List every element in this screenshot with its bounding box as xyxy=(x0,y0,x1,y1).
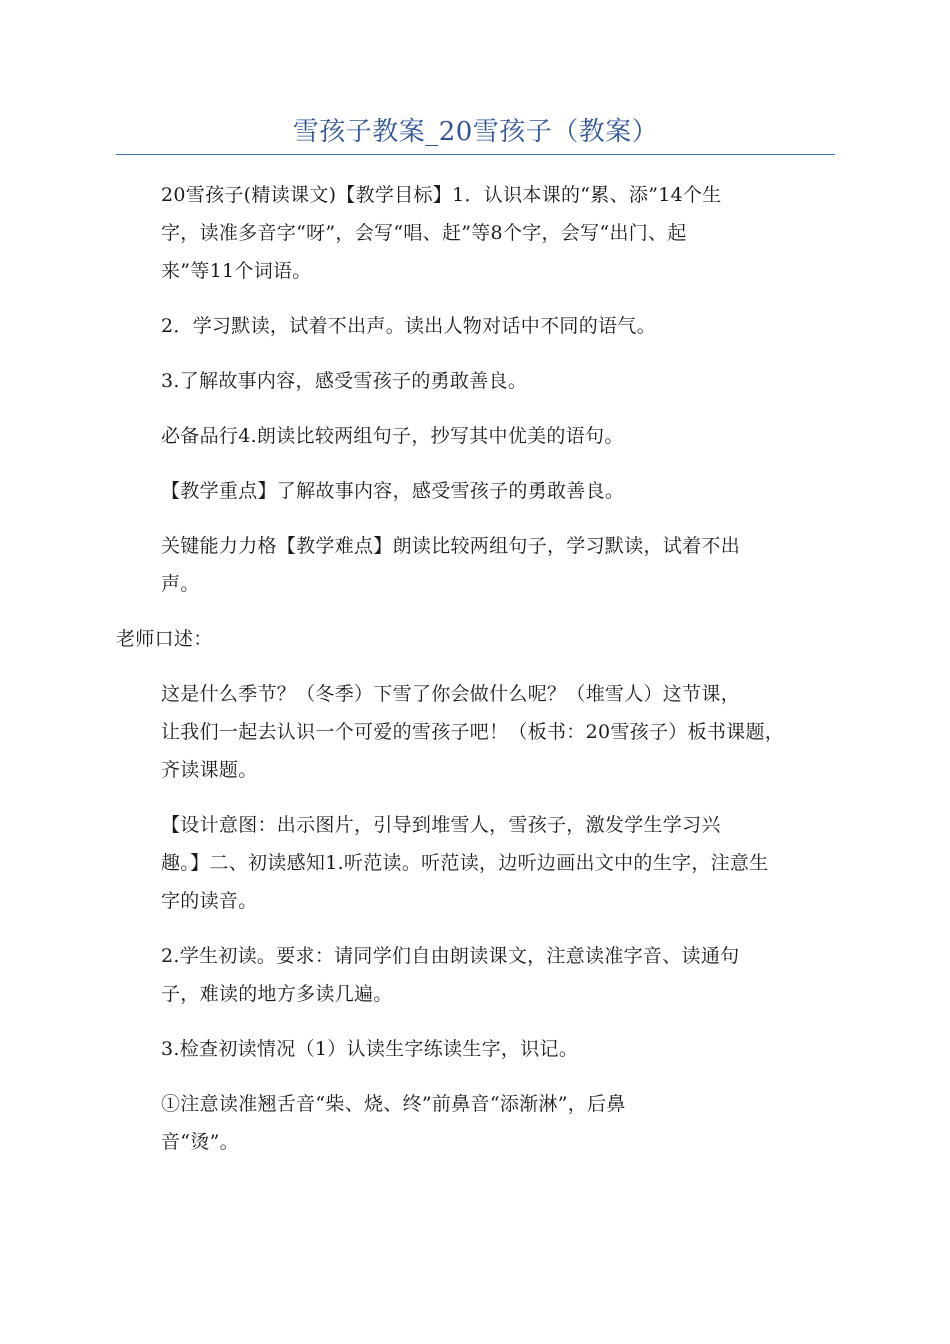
document-body xyxy=(116,176,835,1178)
paragraph-line: 趣。】二、初读感知1.听范读。听范读，边听边画出文中的生字，注意生 xyxy=(161,852,769,874)
paragraph-line: 子，难读的地方多读几遍。 xyxy=(161,983,393,1005)
paragraph xyxy=(116,417,835,455)
paragraph xyxy=(116,1085,835,1161)
paragraph-line: 老师口述： xyxy=(116,628,213,650)
paragraph-line: 20雪孩子(精读课文)【教学目标】1．认识本课的“累、添”14个生 xyxy=(161,184,722,206)
paragraph-line: 声。 xyxy=(161,573,200,595)
page-title: 雪孩子教案_20雪孩子（教案） xyxy=(292,117,659,147)
paragraph-line: 齐读课题。 xyxy=(161,759,258,781)
paragraph xyxy=(116,176,835,290)
paragraph-line: 来”等11个词语。 xyxy=(161,260,312,282)
paragraph-line: 音“烫”。 xyxy=(161,1131,239,1153)
paragraph xyxy=(116,806,835,920)
paragraph-line: 2．学习默读，试着不出声。读出人物对话中不同的语气。 xyxy=(161,315,656,337)
paragraph-line: 这是什么季节？（冬季）下雪了你会做什么呢？（堆雪人）这节课， xyxy=(161,683,741,705)
paragraph-line: 【教学重点】了解故事内容，感受雪孩子的勇敢善良。 xyxy=(161,480,625,502)
paragraph-line: 2.学生初读。要求：请同学们自由朗读课文，注意读准字音、读通句 xyxy=(161,945,740,967)
paragraph xyxy=(116,527,835,603)
paragraph xyxy=(116,472,835,510)
paragraph-line: 字的读音。 xyxy=(161,890,258,912)
title-underline xyxy=(116,154,835,155)
paragraph-line: 3.检查初读情况（1）认读生字练读生字，识记。 xyxy=(161,1038,579,1060)
paragraph-line: 必备品行4.朗读比较两组句子，抄写其中优美的语句。 xyxy=(161,425,624,447)
paragraph-line: 【设计意图：出示图片，引导到堆雪人，雪孩子，激发学生学习兴 xyxy=(161,814,721,836)
paragraph xyxy=(116,362,835,400)
paragraph-line: ①注意读准翘舌音“柴、烧、终”前鼻音“添渐淋”，后鼻 xyxy=(161,1093,626,1115)
paragraph xyxy=(116,307,835,345)
paragraph-line: 3.了解故事内容，感受雪孩子的勇敢善良。 xyxy=(161,370,528,392)
paragraph xyxy=(116,1030,835,1068)
paragraph-line: 关键能力力格【教学难点】朗读比较两组句子，学习默读，试着不出 xyxy=(161,535,741,557)
paragraph xyxy=(116,620,835,658)
paragraph xyxy=(116,675,835,789)
paragraph-line: 让我们一起去认识一个可爱的雪孩子吧！（板书：20雪孩子）板书课题， xyxy=(161,721,785,743)
paragraph-line: 字，读准多音字“呀”，会写“唱、赶”等8个字，会写“出门、起 xyxy=(161,222,687,244)
paragraph xyxy=(116,937,835,1013)
